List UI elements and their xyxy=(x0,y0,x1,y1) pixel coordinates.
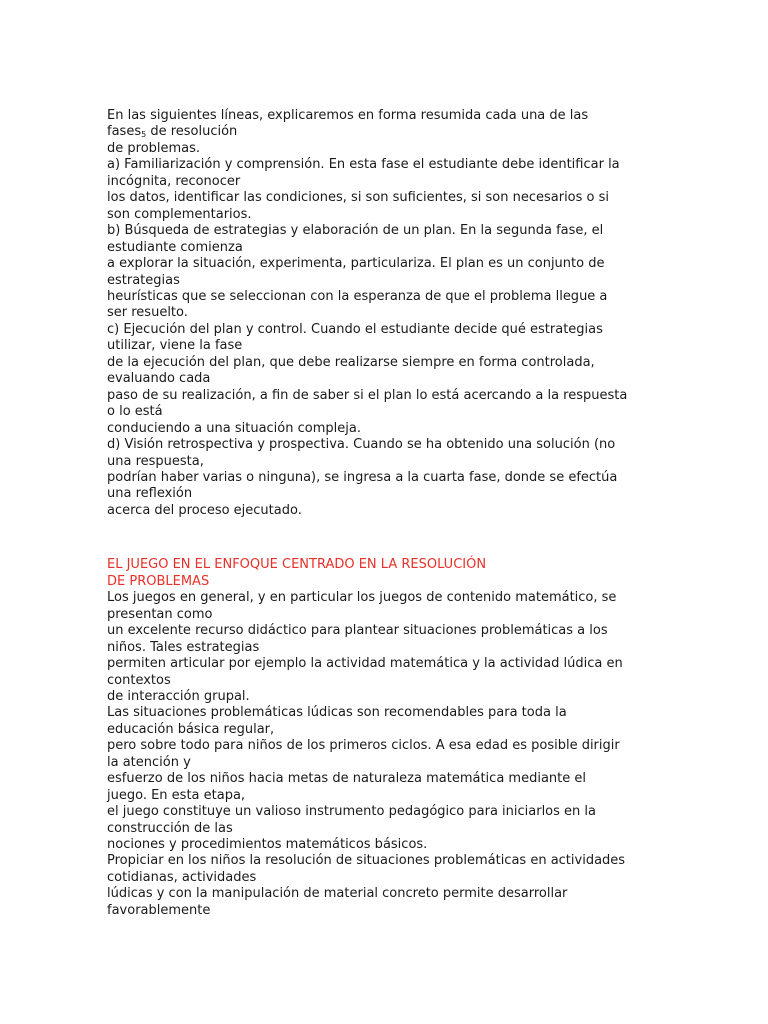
text-line: una reflexión xyxy=(107,486,193,502)
text-line: conduciendo a una situación compleja. xyxy=(107,420,361,436)
text-line: d) Visión retrospectiva y prospectiva. Cuando se ha obtenido una solución (no xyxy=(107,437,616,453)
text-line: c) Ejecución del plan y control. Cuando el estudiante decide qué estrategias xyxy=(107,321,603,337)
text-line: contextos xyxy=(107,672,171,688)
text-line: un excelente recurso didáctico para plantear situaciones problemáticas a los xyxy=(107,623,608,639)
section-spacer xyxy=(107,519,667,557)
text-line: heurísticas que se seleccionan con la esperanza de que el problema llegue a xyxy=(107,288,608,304)
text-line: esfuerzo de los niños hacia metas de naturaleza matemática mediante el xyxy=(107,771,586,787)
heading-line: EL JUEGO EN EL ENFOQUE CENTRADO EN LA RESOLUCIÓN xyxy=(107,557,487,573)
games-section xyxy=(107,590,667,919)
text-line: podrían haber varias o ninguna), se ingresa a la cuarta fase, donde se efectúa xyxy=(107,469,618,485)
text-line: construcción de las xyxy=(107,820,233,836)
text-line: el juego constituye un valioso instrumento pedagógico para iniciarlos en la xyxy=(107,804,596,820)
text-line: los datos, identificar las condiciones, si son suficientes, si son necesarios o si xyxy=(107,190,610,206)
text-line: acerca del proceso ejecutado. xyxy=(107,502,302,518)
text-line: En las siguientes líneas, explicaremos en forma resumida cada una de las xyxy=(107,108,589,123)
heading-line: DE PROBLEMAS xyxy=(107,573,210,589)
text-line: incógnita, reconocer xyxy=(107,173,241,189)
text-fragment: de resolución xyxy=(146,124,238,140)
footnote-marker: 5 xyxy=(141,130,147,140)
text-line: nociones y procedimientos matemáticos básicos. xyxy=(107,837,428,853)
text-line: educación básica regular, xyxy=(107,721,275,737)
text-line: la atención y xyxy=(107,754,191,770)
text-line: de problemas. xyxy=(107,140,201,156)
document-page xyxy=(107,108,667,919)
text-line: utilizar, viene la fase xyxy=(107,338,243,354)
text-line: estrategias xyxy=(107,272,180,288)
phases-section xyxy=(107,108,667,519)
text-line: juego. En esta etapa, xyxy=(107,787,246,803)
section-heading xyxy=(107,557,667,590)
text-line: una respuesta, xyxy=(107,453,204,469)
text-line: favorablemente xyxy=(107,902,211,918)
text-line: Los juegos en general, y en particular los juegos de contenido matemático, se xyxy=(107,590,617,606)
text-line: pero sobre todo para niños de los primeros ciclos. A esa edad es posible dirigir xyxy=(107,738,620,754)
text-line: b) Búsqueda de estrategias y elaboración de un plan. En la segunda fase, el xyxy=(107,223,604,239)
text-line: ser resuelto. xyxy=(107,305,188,321)
text-line: estudiante comienza xyxy=(107,239,243,255)
text-line: niños. Tales estrategias xyxy=(107,639,260,655)
text-fragment: fases xyxy=(107,124,142,140)
text-line: paso de su realización, a fin de saber si el plan lo está acercando a la respuesta xyxy=(107,387,628,403)
text-line: permiten articular por ejemplo la actividad matemática y la actividad lúdica en xyxy=(107,656,623,672)
text-line: lúdicas y con la manipulación de material concreto permite desarrollar xyxy=(107,886,568,902)
text-line: Las situaciones problemáticas lúdicas son recomendables para toda la xyxy=(107,705,567,721)
text-line: evaluando cada xyxy=(107,371,211,387)
text-line: a explorar la situación, experimenta, particulariza. El plan es un conjunto de xyxy=(107,256,605,272)
text-line: Propiciar en los niños la resolución de situaciones problemáticas en actividades xyxy=(107,853,626,869)
text-line: son complementarios. xyxy=(107,206,252,222)
text-line: presentan como xyxy=(107,606,213,622)
text-line: cotidianas, actividades xyxy=(107,869,257,885)
text-line: de interacción grupal. xyxy=(107,688,250,704)
text-line: o lo está xyxy=(107,404,163,420)
text-line xyxy=(107,124,667,140)
text-line: de la ejecución del plan, que debe realizarse siempre en forma controlada, xyxy=(107,354,595,370)
text-line: a) Familiarización y comprensión. En esta fase el estudiante debe identificar la xyxy=(107,157,620,173)
